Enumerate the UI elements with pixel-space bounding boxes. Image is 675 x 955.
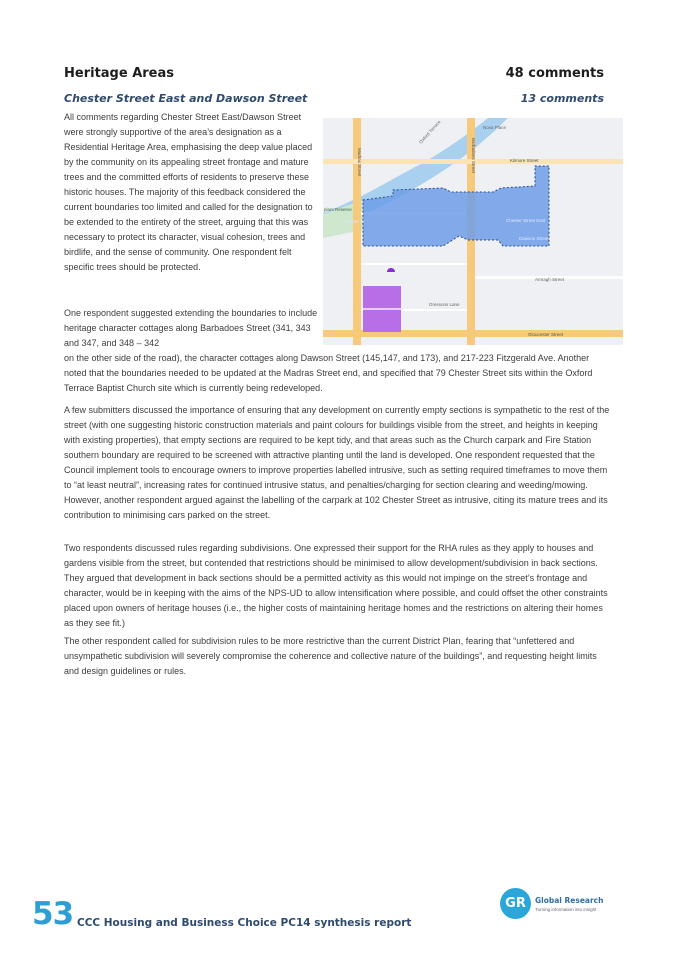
global-research-logo — [500, 888, 610, 922]
paragraph-5: The other respondent called for subdivision rules to be more restrictive than the current District Plan, fearing that “unfettered and unsympathetic subdivision will severely compromise the coherence and collective nature of the buildings”, and requesting height limits and design guidelines or rules. — [64, 636, 597, 676]
map-label-chester-w: Chester St — [343, 219, 365, 224]
map-label-chester-e: Chester Street East — [506, 218, 546, 223]
map-label-oxford: Oxford Terrace — [418, 119, 442, 145]
heritage-area-map — [323, 118, 623, 345]
purple-site-divider — [363, 308, 401, 310]
section-title: Heritage Areas — [64, 66, 174, 81]
map-svg — [323, 118, 623, 345]
map-label-nova: Nova Place — [483, 125, 507, 130]
map-label-reserve: plars Reserve — [324, 207, 352, 212]
logo-name: Global Research — [535, 896, 604, 905]
purple-marker — [387, 268, 395, 272]
map-label-barbadoes: Barbadoes Street — [471, 138, 476, 174]
section-heading — [64, 66, 604, 81]
map-label-gloucester: Gloucester Street — [528, 332, 564, 337]
report-title: CCC Housing and Business Choice PC14 synthesis report — [77, 917, 412, 929]
section-comment-count: 48 comments — [505, 66, 604, 81]
paragraph-4: Two respondents discussed rules regarding subdivisions. One expressed their support for the RHA rules as they apply to houses and gardens visible from the street, but contended that restrictions should be minimised to allow development/subdivision in back sections. They argued that development in back sections should be a permitted activity as this would not impinge on the street’s frontage and character, would be in keeping with the aims of the NPS-UD to allow intensification where possible, and could offset the other constraints placed upon owners of heritage houses (i.e., the higher costs of maintaining heritage homes and the restrictions on altering their homes as they see fit.) — [64, 543, 608, 628]
logo-tagline: Turning information into insight — [535, 907, 597, 912]
map-label-gressons: Gressons Lane — [429, 302, 460, 307]
paragraph-1: All comments regarding Chester Street East/Dawson Street were strongly supportive of the area’s designation as a Residential Heritage Area, emphasising the deep value placed by the community on its appealing street frontage and mature trees and the committed efforts of residents to preserve these historic houses. The majority of this feedback considered the current boundaries too limited and called for the designation to be extended to the entirety of the street, arguing that this was necessary to protect its character, visual cohesion, trees and birdlife, and the sense of community. One respondent felt specific trees should be protected. — [64, 112, 313, 272]
subsection-comment-count: 13 comments — [520, 92, 604, 105]
logo-icon: GR — [500, 888, 531, 919]
subsection-heading — [64, 92, 604, 105]
page-number: 53 — [32, 896, 74, 932]
paragraph-2b: on the other side of the road), the character cottages along Dawson Street (145,147, and 173), and 217-223 Fitzgerald Ave. Another noted that the boundaries needed to be updated at the Madras Street end, and specified that 79 Chester Street sits within the Oxford Terrace Baptist Church site which is currently being redeveloped. — [64, 353, 593, 393]
secondary-road — [361, 263, 467, 265]
heritage-area-boundary — [363, 166, 549, 246]
map-label-kilmore: Kilmore Street — [510, 158, 539, 163]
map-label-madras: Madras Street — [357, 148, 362, 177]
paragraph-3: A few submitters discussed the importance of ensuring that any development on currently empty sections is sympathetic to the rest of the street (with one suggesting historic construction materials and paint colours for buildings visible from the street, and heights in keeping with existing properties), that empty sections are required to be kept tidy, and that areas such as the Church carpark and Fire Station southern boundary are required to be screened with attractive planting until the land is developed. One respondent requested that the Council implement tools to encourage owners to improve properties labelled intrusive, such as setting required timeframes to move them to “at least neutral”, increasing rates for continued intrusive status, and penalties/charging for section clearing and weeding/mowing. However, another respondent argued against the labelling of the carpark at 102 Chester Street as intrusive, citing its mature trees and its contribution to minimising cars parked on the street. — [64, 405, 610, 520]
subsection-title: Chester Street East and Dawson Street — [64, 92, 308, 105]
map-label-dawson: Dawson Street — [519, 236, 549, 241]
paragraph-2a: One respondent suggested extending the boundaries to include heritage character cottages along Barbadoes Street (341, 343 and 347, and 348 – 342 — [64, 308, 318, 348]
map-label-armagh: Armagh Street — [535, 277, 565, 282]
